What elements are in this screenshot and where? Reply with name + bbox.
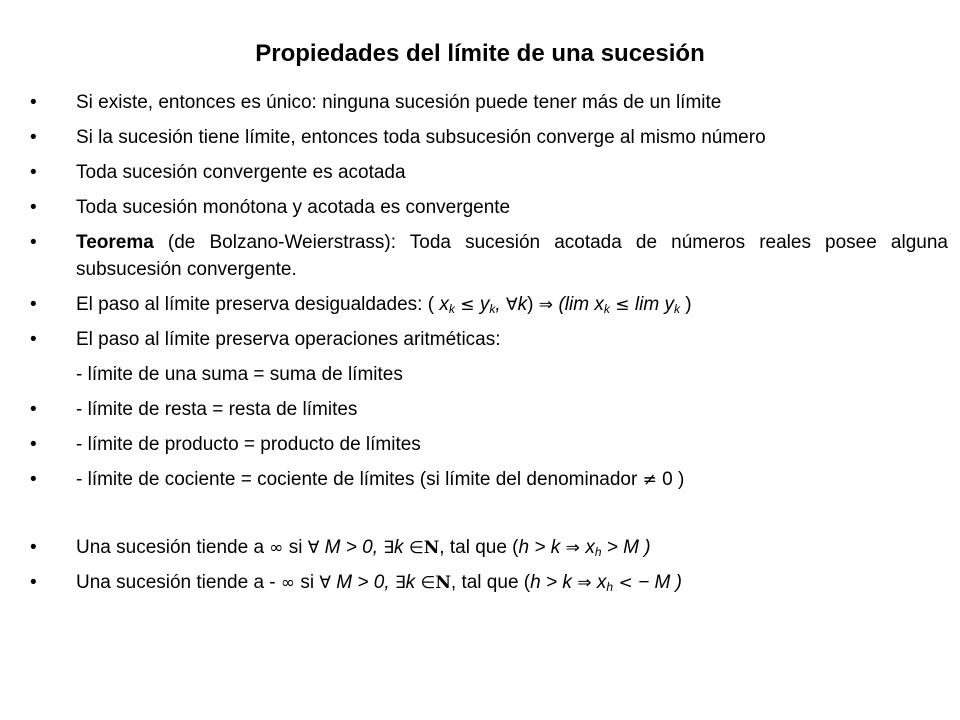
item-text: Toda sucesión convergente es acotada	[76, 162, 406, 183]
infinity-formula: Una sucesión tiende a - ∞ si ∀ M > 0, ∃k ∈N, tal que (h > k ⇒ $x_h$ < − M )	[76, 572, 682, 594]
forall-symbol: ∀	[505, 295, 518, 315]
theorem-label: Teorema	[76, 232, 154, 253]
leq-symbol: ≤	[454, 295, 480, 315]
item-text: - límite de una suma = suma de límites	[76, 364, 403, 385]
bullet: •	[30, 399, 37, 420]
bullet: •	[30, 329, 37, 350]
item-text: - límite de resta = resta de límites	[76, 399, 358, 420]
theorem-body: (de Bolzano-Weierstrass): Toda sucesión acotada de números reales posee alguna subsucesión convergente.	[76, 232, 948, 280]
less-than-symbol: <	[613, 573, 639, 593]
forall-symbol: ∀	[319, 573, 331, 593]
inequality-intro: El paso al límite preserva desigualdades: (	[76, 294, 440, 315]
infinity-symbol: ∞	[269, 538, 284, 558]
naturals-symbol: N	[435, 573, 451, 593]
item-text: - límite de cociente = cociente de límites (si límite del denominador ≠ 0 )	[76, 469, 685, 490]
bullet: •	[30, 469, 37, 490]
item-text: El paso al límite preserva operaciones aritméticas:	[76, 329, 501, 350]
forall-symbol: ∀	[307, 538, 320, 558]
bullet: •	[30, 127, 37, 148]
item-text: Si existe, entonces es único: ninguna sucesión puede tener más de un límite	[76, 92, 722, 113]
infinity-symbol: ∞	[280, 573, 296, 593]
exists-symbol: ∃	[394, 573, 406, 593]
bullet: •	[30, 197, 37, 218]
neq-symbol: ≠	[642, 470, 657, 490]
item-text: - límite de producto = producto de límites	[76, 434, 421, 455]
bullet: •	[30, 162, 37, 183]
inequality-formula: El paso al límite preserva desigualdades: ( $x_k \le y_k$, ∀k) ⇒ (lim $x_k \le \lim y_k$ )	[76, 294, 692, 316]
bullet: •	[30, 572, 37, 593]
item-text: Toda sucesión monótona y acotada es convergente	[76, 197, 511, 218]
page-title: Propiedades del límite de una sucesión	[255, 40, 705, 67]
leq-symbol: ≤	[609, 295, 635, 315]
bullet: •	[30, 92, 37, 113]
item-text: Si la sucesión tiene límite, entonces toda subsucesión converge al mismo número	[76, 127, 766, 148]
implies-symbol: ⇒	[560, 538, 586, 558]
naturals-symbol: N	[423, 538, 440, 558]
bullet: •	[30, 434, 37, 455]
bullet: •	[30, 232, 37, 253]
infinity-formula: Una sucesión tiende a ∞ si ∀ M > 0, ∃k ∈N, tal que (h > k ⇒ $x_h > M$ )	[76, 537, 651, 559]
element-of-symbol: ∈	[415, 573, 436, 593]
bullet: •	[30, 294, 37, 315]
theorem-text	[76, 229, 948, 283]
implies-symbol: ⇒	[533, 295, 559, 315]
implies-symbol: ⇒	[571, 573, 597, 593]
element-of-symbol: ∈	[403, 538, 424, 558]
exists-symbol: ∃	[383, 538, 395, 558]
bullet: •	[30, 537, 37, 558]
